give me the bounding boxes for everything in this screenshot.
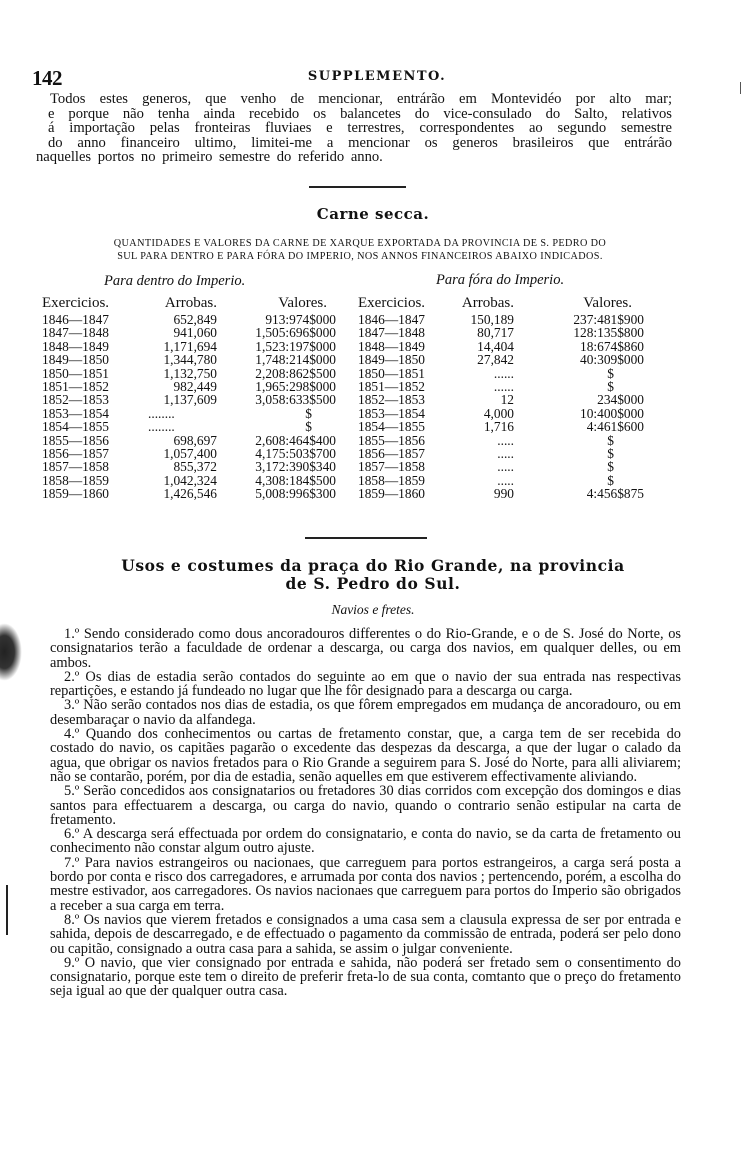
- article-8: 8.º Os navios que vierem fretados e consignados a uma casa sem a clausula expressa de ser por entrada e sahida, depois de descarregado, e de effectuado o pagamento da commissão de entrada, poderá ser pelo dono ou capitão, consignado a outra casa para a sahida, se assim o julgar conveniente.: [50, 911, 681, 957]
- cell-exercicio: 1859—1860: [358, 486, 425, 502]
- cell-exercicio: 1856—1857: [42, 446, 109, 462]
- cell-exercicio: 1852—1853: [358, 392, 425, 408]
- column-header-exercicios: Exercicios.: [42, 295, 110, 311]
- table-row: [358, 326, 644, 339]
- scan-edge-tick: [740, 82, 741, 94]
- cell-arrobas: .....: [497, 432, 514, 448]
- table-row: [358, 460, 644, 473]
- cell-valores: 1,523:197$000: [255, 338, 336, 354]
- table-row: [358, 380, 644, 393]
- table-row: [42, 380, 336, 393]
- intro-line: e porque não tenha ainda recebido os balancetes do vice-consulado do Salto, relativos: [48, 105, 672, 122]
- cell-exercicio: 1851—1852: [358, 379, 425, 395]
- cell-valores: $: [607, 365, 614, 381]
- cell-arrobas: 652,849: [173, 312, 217, 327]
- table-row: [42, 434, 336, 447]
- cell-valores: 3,058:633$500: [255, 392, 336, 408]
- table-row: [42, 447, 336, 460]
- table-row: [42, 420, 336, 433]
- table-row: [42, 326, 336, 339]
- cell-arrobas: 1,057,400: [163, 446, 217, 462]
- table-row: [42, 474, 336, 487]
- table-row: [42, 313, 336, 326]
- table-row: [358, 313, 644, 326]
- cell-valores: 2,608:464$400: [255, 432, 336, 448]
- table-header-row: [358, 294, 644, 313]
- cell-valores: 4:461$600: [586, 419, 644, 435]
- cell-arrobas: 1,042,324: [163, 472, 217, 488]
- table-row: [358, 407, 644, 420]
- cell-arrobas: ......: [493, 365, 514, 381]
- cell-valores: 1,748:214$000: [255, 352, 336, 368]
- table-row: [358, 474, 644, 487]
- cell-valores: $: [305, 405, 312, 421]
- cell-exercicio: 1851—1852: [42, 379, 109, 395]
- cell-arrobas: 4,000: [483, 405, 514, 421]
- cell-valores: 234$000: [597, 392, 644, 408]
- section-title-carne-secca: Carne secca.: [316, 205, 430, 223]
- column-header-arrobas: Arrobas.: [461, 295, 514, 311]
- cell-valores: 5,008:996$300: [255, 486, 336, 502]
- cell-exercicio: 1847—1848: [42, 325, 109, 341]
- cell-arrobas: .....: [497, 446, 514, 462]
- cell-valores: 128:135$800: [573, 325, 644, 341]
- cell-arrobas: ........: [148, 405, 175, 421]
- cell-exercicio: 1857—1858: [358, 459, 425, 475]
- running-head: SUPPLEMENTO.: [307, 69, 447, 84]
- section-divider: [309, 186, 406, 188]
- article-5: 5.º Serão concedidos aos consignatarios ou fretadores 30 dias corridos com excepção dos domingos e dias santos para effectuarem a descarga, ou carga do navio, quando o contrario senão estipular na carta de fretamento.: [50, 783, 681, 828]
- intro-line: naquelles portos no primeiro semestre do referido anno.: [36, 149, 383, 166]
- cell-arrobas: 855,372: [173, 459, 217, 475]
- intro-line: do anno financeiro ultimo, limitei-me a mencionar os generos brasileiros que entrárão: [48, 134, 672, 151]
- cell-arrobas: 1,426,546: [163, 486, 217, 502]
- article-9: 9.º O navio, que vier consignado por entrada e sahida, não poderá ser fretado sem o consentimento do consignatario, porque este tem o direito de preferir freta-lo de sua conta, comtanto que o preço do fretamento seja igual ao que der qualquer outra casa.: [50, 954, 681, 1000]
- intro-line: Todos estes generos, que venho de mencionar, entrárão em Montevidéo por alto mar;: [50, 91, 672, 107]
- cell-arrobas: 1,132,750: [163, 365, 217, 381]
- table-row: [358, 367, 644, 380]
- cell-valores: 1,965:298$000: [255, 379, 336, 395]
- cell-valores: 4,308:184$500: [255, 472, 336, 488]
- cell-valores: 18:674$860: [580, 338, 644, 354]
- cell-exercicio: 1848—1849: [42, 338, 109, 354]
- column-header-arrobas: Arrobas.: [164, 295, 217, 311]
- page-number: 142: [32, 66, 62, 90]
- subsection-title-navios: Navios e fretes.: [331, 602, 415, 617]
- cell-arrobas: 1,716: [483, 419, 514, 435]
- table-row: [358, 447, 644, 460]
- usos-paragraphs: [50, 627, 681, 999]
- column-header-valores: Valores.: [278, 295, 327, 311]
- cell-arrobas: 14,404: [477, 338, 514, 354]
- cell-valores: 3,172:390$340: [255, 459, 336, 475]
- cell-arrobas: ........: [148, 419, 175, 435]
- article-7: 7.º Para navios estrangeiros ou nacionaes, que carreguem para portos estrangeiros, a carga será posta a bordo por conta e risco dos carregadores, e arrumada por conta dos navios ; pertencendo, porém, a escolha do mestre estivador, aos carregadores. Os navios nacionaes que carreguem para portos do Imperio são obrigados a receber a sua carga em terra.: [50, 854, 681, 914]
- table-row: [42, 393, 336, 406]
- cell-exercicio: 1853—1854: [42, 405, 109, 421]
- article-1: 1.º Sendo considerado como dous ancoradouros differentes o do Rio-Grande, e o de S. José do Norte, os consignatarios terão a faculdade de ordenar a descarga, ou carga dos navios, em qualquer delles, ou em ambos.: [50, 626, 681, 671]
- cell-valores: 10:400$000: [580, 405, 644, 421]
- table-row: [358, 393, 644, 406]
- table-caption-line-1: QUANTIDADES E VALORES DA CARNE DE XARQUE EXPORTADA DA PROVINCIA DE S. PEDRO DO: [113, 238, 607, 249]
- cell-exercicio: 1854—1855: [42, 419, 109, 435]
- cell-exercicio: 1857—1858: [42, 459, 109, 475]
- table-row: [42, 353, 336, 366]
- table-para-fora: [358, 294, 644, 501]
- cell-arrobas: 1,171,694: [163, 338, 217, 354]
- right-table-subhead: Para fóra do Imperio.: [436, 272, 565, 288]
- table-caption-line-2: SUL PARA DENTRO E PARA FÓRA DO IMPERIO, NOS ANNOS FINANCEIROS ABAIXO INDICADOS.: [117, 251, 603, 262]
- cell-arrobas: 1,137,609: [163, 392, 217, 408]
- cell-exercicio: 1855—1856: [42, 432, 109, 448]
- cell-exercicio: 1848—1849: [358, 338, 425, 354]
- cell-exercicio: 1855—1856: [358, 432, 425, 448]
- cell-exercicio: 1850—1851: [42, 365, 109, 381]
- scan-edge-mark: [6, 885, 8, 935]
- table-header-row: [42, 294, 336, 313]
- section-title-usos-line-1: Usos e costumes da praça do Rio Grande, na provincia: [121, 556, 625, 575]
- cell-valores: 913:974$000: [265, 312, 336, 327]
- cell-valores: $: [607, 446, 614, 462]
- cell-valores: $: [607, 459, 614, 475]
- cell-arrobas: 150,189: [470, 312, 514, 327]
- cell-arrobas: 698,697: [173, 432, 217, 448]
- article-6: 6.º A descarga será effectuada por ordem do consignatario, e conta do navio, se da carta de fretamento ou conhecimento não constar algum outro ajuste.: [50, 826, 681, 857]
- cell-exercicio: 1856—1857: [358, 446, 425, 462]
- cell-arrobas: 80,717: [477, 325, 514, 341]
- intro-line: á importação pelas fronteiras fluviaes e terrestres, correspondentes ao segundo semestre: [48, 120, 672, 137]
- cell-arrobas: 941,060: [173, 325, 217, 341]
- table-row: [358, 353, 644, 366]
- cell-valores: 237:481$900: [573, 312, 644, 327]
- cell-exercicio: 1859—1860: [42, 486, 109, 502]
- cell-exercicio: 1858—1859: [358, 472, 425, 488]
- section-divider: [305, 537, 427, 539]
- left-table-subhead: Para dentro do Imperio.: [104, 273, 246, 289]
- cell-valores: 4,175:503$700: [255, 446, 336, 462]
- cell-exercicio: 1846—1847: [358, 312, 425, 327]
- cell-exercicio: 1849—1850: [42, 352, 109, 368]
- scan-edge-blot: [0, 623, 22, 681]
- cell-valores: $: [607, 379, 614, 395]
- table-row: [358, 340, 644, 353]
- cell-exercicio: 1853—1854: [358, 405, 425, 421]
- cell-valores: $: [607, 432, 614, 448]
- table-row: [358, 420, 644, 433]
- table-row: [42, 367, 336, 380]
- table-row: [358, 434, 644, 447]
- article-2: 2.º Os dias de estadia serão contados do seguinte ao em que o navio der sua entrada nas respectivas repartições, e estando já fundeado no lugar que lhe fôr designado para a descarga ou carga.: [50, 668, 681, 700]
- cell-exercicio: 1854—1855: [358, 419, 425, 435]
- table-row: [358, 487, 644, 500]
- cell-arrobas: 990: [493, 486, 514, 502]
- cell-exercicio: 1850—1851: [358, 365, 425, 381]
- cell-exercicio: 1852—1853: [42, 392, 109, 408]
- column-header-exercicios: Exercicios.: [358, 295, 426, 311]
- table-row: [42, 460, 336, 473]
- table-para-dentro: [42, 294, 336, 501]
- cell-arrobas: 27,842: [477, 352, 514, 368]
- page-header: [32, 66, 682, 88]
- cell-arrobas: 982,449: [173, 379, 217, 395]
- table-row: [42, 340, 336, 353]
- cell-exercicio: 1849—1850: [358, 352, 425, 368]
- article-4: 4.º Quando dos conhecimentos ou cartas de fretamento constar, que, a carga tem de ser recebida do costado do navio, os capitães pagarão o excedente das despezas da descarga, a que der lugar o calado da agua, que obrigar os navios fretados para o Rio Grande a seguirem para S. José do Norte, para alli aliviarem; não se contarão, porém, por dia de estadia, senão aquelles em que estiverem effectivamente aliviando.: [50, 726, 681, 785]
- cell-exercicio: 1846—1847: [42, 312, 109, 327]
- cell-arrobas: .....: [497, 472, 514, 488]
- cell-valores: 1,505:696$000: [255, 325, 336, 341]
- article-3: 3.º Não serão contados nos dias de estadia, os que fôrem empregados em mudança de ancoradouro, ou em desembaraçar o navio da alfandega.: [50, 697, 681, 728]
- intro-paragraph: [36, 91, 672, 166]
- table-row: [42, 487, 336, 500]
- section-title-usos-line-2: de S. Pedro do Sul.: [285, 574, 461, 593]
- cell-arrobas: 12: [500, 392, 514, 408]
- cell-valores: 40:309$000: [580, 352, 644, 368]
- cell-arrobas: 1,344,780: [163, 352, 217, 368]
- cell-valores: 4:456$875: [586, 486, 644, 502]
- column-header-valores: Valores.: [583, 295, 632, 311]
- cell-exercicio: 1847—1848: [358, 325, 425, 341]
- cell-valores: $: [305, 419, 312, 435]
- cell-valores: 2,208:862$500: [255, 365, 336, 381]
- cell-arrobas: ......: [493, 379, 514, 395]
- cell-exercicio: 1858—1859: [42, 472, 109, 488]
- cell-valores: $: [607, 472, 614, 488]
- table-row: [42, 407, 336, 420]
- cell-arrobas: .....: [497, 459, 514, 475]
